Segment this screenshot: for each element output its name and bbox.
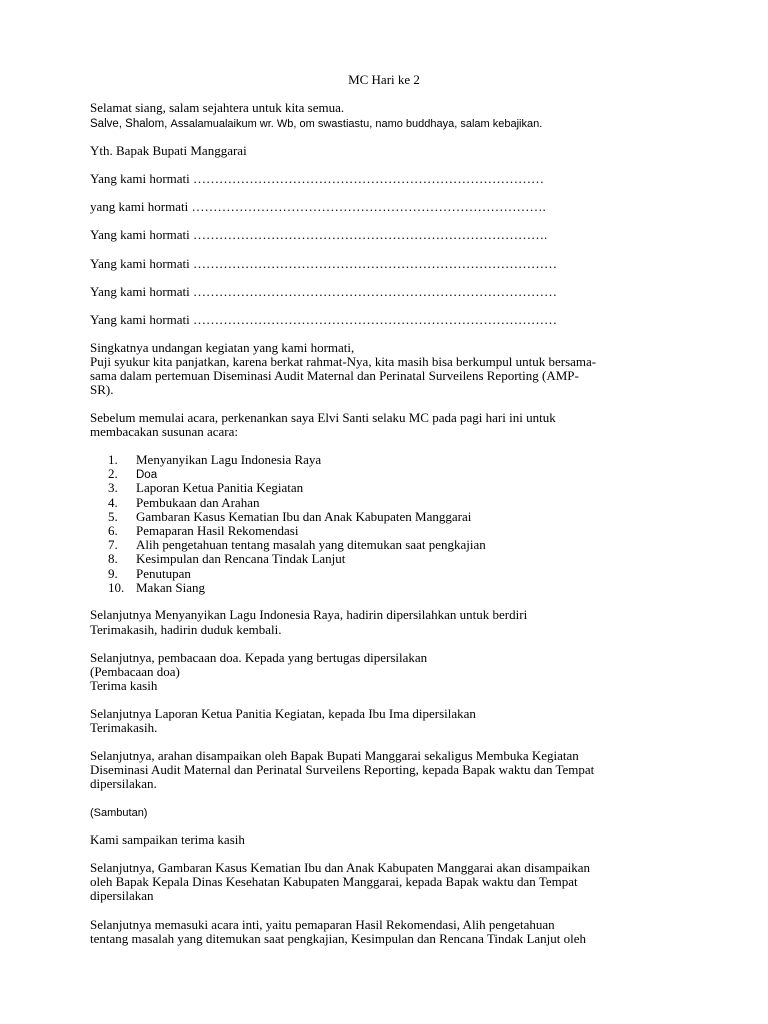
agenda-item-text: Doa (136, 469, 158, 482)
direction-line-1: Selanjutnya, arahan disampaikan oleh Bapak Bupati Manggarai sekaligus Membuka Kegiatan (90, 748, 579, 763)
agenda-item (108, 510, 486, 524)
agenda-item (108, 481, 486, 495)
opening-line-2: Puji syukur kita panjatkan, karena berkat rahmat-Nya, kita masih bisa berkumpul untuk bersama- (90, 354, 597, 369)
agenda-list (108, 453, 486, 595)
opening-line-3: sama dalam pertemuan Diseminasi Audit Maternal dan Perinatal Surveilens Reporting (AMP- (90, 368, 579, 383)
direction-line-2: Diseminasi Audit Maternal dan Perinatal Surveilens Reporting, kepada Bapak waktu dan Tempat (90, 762, 595, 777)
intro-line-1: Sebelum memulai acara, perkenankan saya Elvi Santi selaku MC pada pagi hari ini untuk (90, 410, 556, 425)
report-line-2: Terimakasih. (90, 720, 158, 735)
agenda-item (108, 538, 486, 552)
agenda-item-text: Pembukaan dan Arahan (136, 494, 260, 510)
agenda-item-number: 3. (108, 480, 118, 496)
honorific-line-3: Yang kami hormati ………………………………………………………………………. (90, 227, 548, 242)
intro-line-2: membacakan susunan acara: (90, 424, 238, 439)
agenda-item-text: Laporan Ketua Panitia Kegiatan (136, 480, 304, 496)
report-line-1: Selanjutnya Laporan Ketua Panitia Kegiatan, kepada Ibu Ima dipersilakan (90, 706, 476, 721)
anthem-line-1: Selanjutnya Menyanyikan Lagu Indonesia Raya, hadirin dipersilahkan untuk berdiri (90, 607, 528, 622)
agenda-item-text: Pemaparan Hasil Rekomendasi (136, 522, 299, 538)
agenda-item-number: 1. (108, 452, 118, 467)
anthem-line-2: Terimakasih, hadirin duduk kembali. (90, 622, 282, 637)
agenda-item-number: 9. (108, 565, 118, 581)
agenda-item-text: Penutupan (136, 565, 191, 581)
agenda-item (108, 524, 486, 538)
prayer-line-1: Selanjutnya, pembacaan doa. Kepada yang bertugas dipersilakan (90, 650, 428, 665)
honorific-line-5: Yang kami hormati ………………………………………………………………………… (90, 284, 558, 299)
agenda-item (108, 581, 486, 595)
agenda-item-number: 7. (108, 537, 118, 553)
agenda-item (108, 496, 486, 510)
greeting-line-1: Selamat siang, salam sejahtera untuk kita semua. (90, 100, 345, 115)
honorific-line-2: yang kami hormati ………………………………………………………………………. (90, 199, 546, 214)
direction-line-3: dipersilakan. (90, 776, 157, 791)
cases-line-2: oleh Bapak Kepala Dinas Kesehatan Kabupaten Manggarai, kepada Bapak waktu dan Tempat (90, 874, 578, 889)
core-line-2: tentang masalah yang ditemukan saat pengkajian, Kesimpulan dan Rencana Tindak Lanjut oleh (90, 931, 587, 946)
honorific-line-1: Yang kami hormati ……………………………………………………………………… (90, 171, 545, 186)
document-title: MC Hari ke 2 (348, 72, 420, 87)
greeting-line-2-b: Assalamualaikum wr. Wb, om swastiastu, namo buddhaya, salam kebajikan. (170, 118, 543, 130)
agenda-item-text: Kesimpulan dan Rencana Tindak Lanjut (136, 551, 346, 567)
agenda-item-text: Makan Siang (136, 579, 205, 595)
agenda-item-number: 10. (108, 579, 125, 595)
greeting-line-2 (90, 116, 690, 131)
addressee: Yth. Bapak Bupati Manggarai (90, 143, 247, 158)
sambutan-note: (Sambutan) (90, 807, 148, 819)
agenda-item-number: 8. (108, 551, 118, 567)
agenda-item (108, 567, 486, 581)
prayer-line-3: Terima kasih (90, 678, 158, 693)
agenda-item-text: Menyanyikan Lagu Indonesia Raya (136, 452, 322, 467)
opening-line-1: Singkatnya undangan kegiatan yang kami hormati, (90, 340, 355, 355)
cases-line-3: dipersilakan (90, 888, 154, 903)
agenda-item-number: 5. (108, 508, 118, 524)
greeting-line-2-a: Salve, Shalom, (90, 118, 171, 130)
thanks-line: Kami sampaikan terima kasih (90, 832, 245, 847)
agenda-item (108, 552, 486, 566)
opening-line-4: SR). (90, 382, 114, 397)
prayer-line-2: (Pembacaan doa) (90, 664, 180, 679)
agenda-item-text: Gambaran Kasus Kematian Ibu dan Anak Kabupaten Manggarai (136, 508, 472, 524)
agenda-item-number: 2. (108, 466, 118, 482)
agenda-item (108, 453, 486, 467)
agenda-item-number: 4. (108, 494, 118, 510)
cases-line-1: Selanjutnya, Gambaran Kasus Kematian Ibu dan Anak Kabupaten Manggarai akan disampaikan (90, 860, 590, 875)
agenda-item (108, 467, 486, 481)
honorific-line-4: Yang kami hormati ………………………………………………………………………… (90, 256, 558, 271)
honorific-line-6: Yang kami hormati ………………………………………………………………………… (90, 312, 558, 327)
agenda-item-number: 6. (108, 522, 118, 538)
core-line-1: Selanjutnya memasuki acara inti, yaitu pemaparan Hasil Rekomendasi, Alih pengetahuan (90, 917, 555, 932)
agenda-item-text: Alih pengetahuan tentang masalah yang ditemukan saat pengkajian (136, 537, 486, 553)
